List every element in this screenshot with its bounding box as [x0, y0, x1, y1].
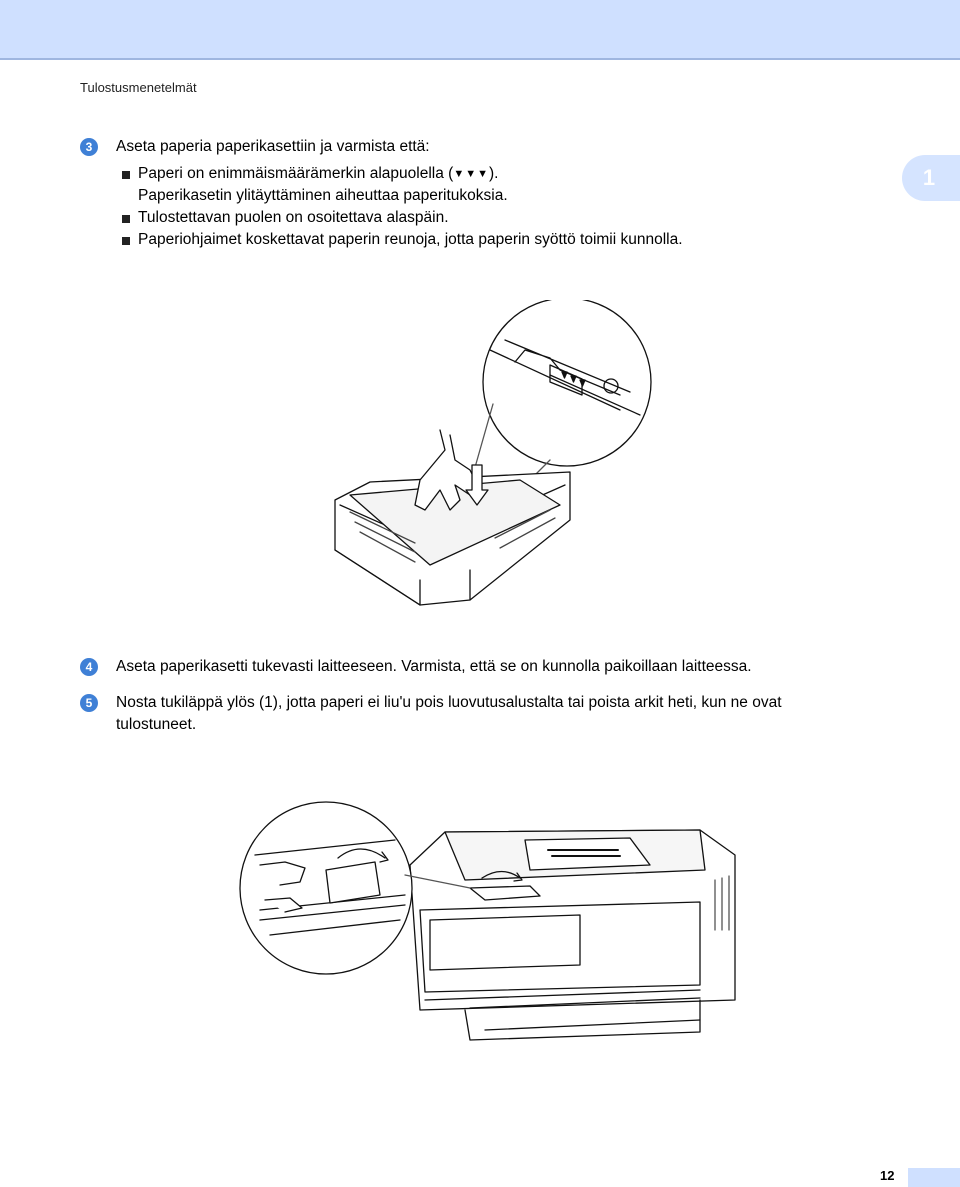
- max-mark-arrows: ▼▼▼: [453, 168, 489, 180]
- square-bullet-icon: [122, 237, 130, 245]
- bullet-item: Paperi on enimmäismäärämerkin alapuolella (▼▼▼).: [122, 163, 683, 185]
- square-bullet-icon: [122, 215, 130, 223]
- step-number-badge: 3: [80, 138, 98, 156]
- paper-tray-illustration: [320, 300, 660, 620]
- bullet-continuation: Paperikasetin ylitäyttäminen aiheuttaa paperitukoksia.: [138, 187, 508, 204]
- step-number-badge: 5: [80, 694, 98, 712]
- step-number-badge: 4: [80, 658, 98, 676]
- page-number: 12: [880, 1168, 895, 1183]
- header-band-rule: [0, 58, 960, 60]
- printer-support-flap-illustration: [230, 770, 750, 1060]
- footer-bar: [908, 1168, 960, 1187]
- step-3-bullet-list: [122, 163, 683, 251]
- bullet-item: Paperiohjaimet koskettavat paperin reunoja, jotta paperin syöttö toimii kunnolla.: [122, 229, 683, 251]
- step-text: Aseta paperia paperikasettiin ja varmista että:: [116, 138, 430, 155]
- square-bullet-icon: [122, 171, 130, 179]
- step-text-line-2: tulostuneet.: [116, 716, 197, 733]
- chapter-tab: 1: [902, 155, 960, 201]
- bullet-item: Tulostettavan puolen on osoitettava alaspäin.: [122, 207, 683, 229]
- step-text-line-1: Nosta tukiläppä ylös (1), jotta paperi ei liu'u pois luovutusalustalta tai poista arkit heti, kun ne ovat: [116, 694, 782, 711]
- running-header: Tulostusmenetelmät: [80, 80, 197, 95]
- step-text: Aseta paperikasetti tukevasti laitteeseen. Varmista, että se on kunnolla paikoillaan laitteessa.: [116, 658, 752, 675]
- header-band: [0, 0, 960, 58]
